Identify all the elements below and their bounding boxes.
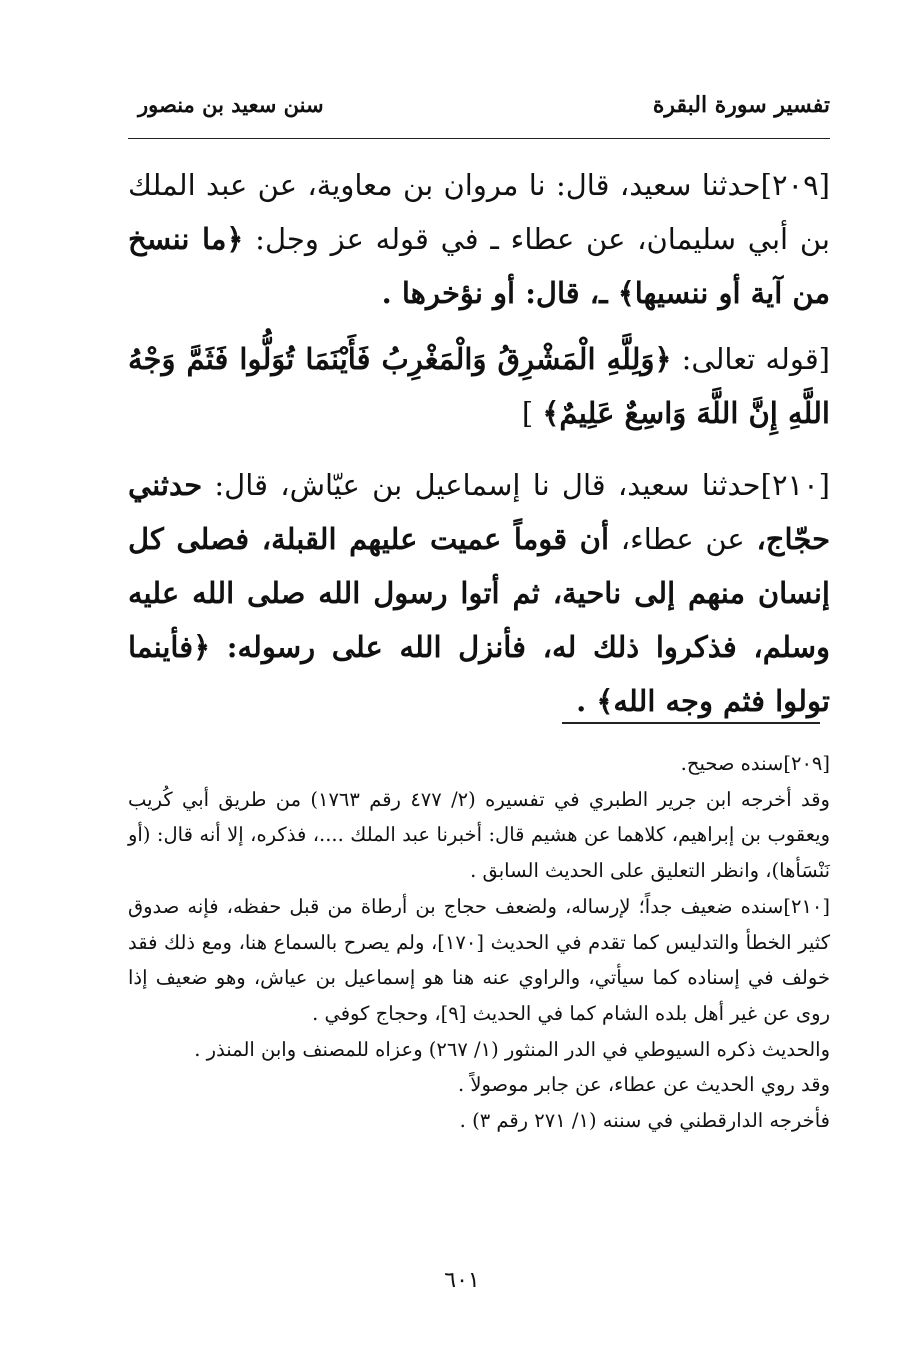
hadith-210 bbox=[128, 458, 830, 728]
hadith-209 bbox=[128, 158, 830, 320]
hadith-isnad-cont: عن عطاء، bbox=[609, 522, 757, 556]
verse-prefix: [قوله تعالى: bbox=[671, 342, 830, 376]
hadith-isnad: حدثنا سعيد، قال: نا مروان بن معاوية، عن عبد الملك بن أبي سليمان، عن عطاء ـ في قوله عز وجل: bbox=[128, 168, 831, 256]
running-header bbox=[128, 92, 830, 132]
header-divider bbox=[128, 138, 830, 139]
verse-heading bbox=[128, 332, 830, 440]
footnotes bbox=[128, 746, 830, 1139]
verse-suffix: ] bbox=[521, 396, 543, 430]
footnote-210-jabir: وقد روي الحديث عن عطاء، عن جابر موصولاً . bbox=[457, 1073, 830, 1097]
hadith-narrator: حدثني حجّاج، bbox=[128, 468, 830, 556]
hadith-matn: ﴿ما ننسخ من آية أو ننسيها﴾ ـ، قال: أو نؤخرها . bbox=[128, 222, 830, 310]
footnote-209-grading: [٢٠٩]سنده صحيح. bbox=[680, 752, 830, 775]
footnote-210-suyuti: والحديث ذكره السيوطي في الدر المنثور (١/ ٢٦٧) وعزاه للمصنف وابن المنذر . bbox=[194, 1037, 830, 1061]
footnote-209-takhrij: وقد أخرجه ابن جرير الطبري في تفسيره (٢/ ٤٧٧ رقم ١٧٦٣) من طريق أبي كُريب ويعقوب بن إبراهيم، كلاهما عن هشيم قال: أخبرنا عبد الملك ....، فذكره، إلا أنه قال: (أو نَنْسَأها)، وانظر التعليق على الحديث السابق . bbox=[128, 787, 830, 883]
footnote-210-daraqutni: فأخرجه الدارقطني في سننه (١/ ٢٧١ رقم ٣) . bbox=[459, 1109, 830, 1133]
hadith-isnad: حدثنا سعيد، قال نا إسماعيل بن عيّاش، قال: bbox=[202, 468, 761, 502]
page-number: ٦٠١ bbox=[444, 1268, 480, 1293]
footnote-210-grading: [٢١٠]سنده ضعيف جداً؛ لإرساله، ولضعف حجاج بن أرطاة من قبل حفظه، فإنه صدوق كثير الخطأ والتدليس كما تقدم في الحديث [١٧٠]، ولم يصرح بالسماع هنا، ومع ذلك فقد خولف في إسناده كما سيأتي، والراوي عنه هنا هو إسماعيل بن عياش، وهو ضعيف إذا روى عن غير أهل بلده الشام كما في الحديث [٩]، وحجاج كوفي . bbox=[128, 894, 830, 1025]
quran-verse: ﴿وَلِلَّهِ الْمَشْرِقُ وَالْمَغْرِبُ فَأَيْنَمَا تُوَلُّوا فَثَمَّ وَجْهُ اللَّهِ إِنَّ اللَّهَ وَاسِعٌ عَلِيمٌ﴾ bbox=[128, 342, 830, 430]
header-surah-title: تفسير سورة البقرة bbox=[652, 92, 830, 118]
footnote-divider bbox=[562, 722, 820, 724]
hadith-number: [٢١٠] bbox=[760, 468, 830, 502]
hadith-matn: أن قوماً عميت عليهم القبلة، فصلى كل إنسان منهم إلى ناحية، ثم أتوا رسول الله صلى الله عليه وسلم، فذكروا ذلك له، فأنزل الله على رسوله: ﴿فأينما تولوا فثم وجه الله﴾ . bbox=[128, 522, 830, 718]
hadith-number: [٢٠٩] bbox=[760, 168, 830, 202]
header-book-title: سنن سعيد بن منصور bbox=[138, 92, 324, 117]
